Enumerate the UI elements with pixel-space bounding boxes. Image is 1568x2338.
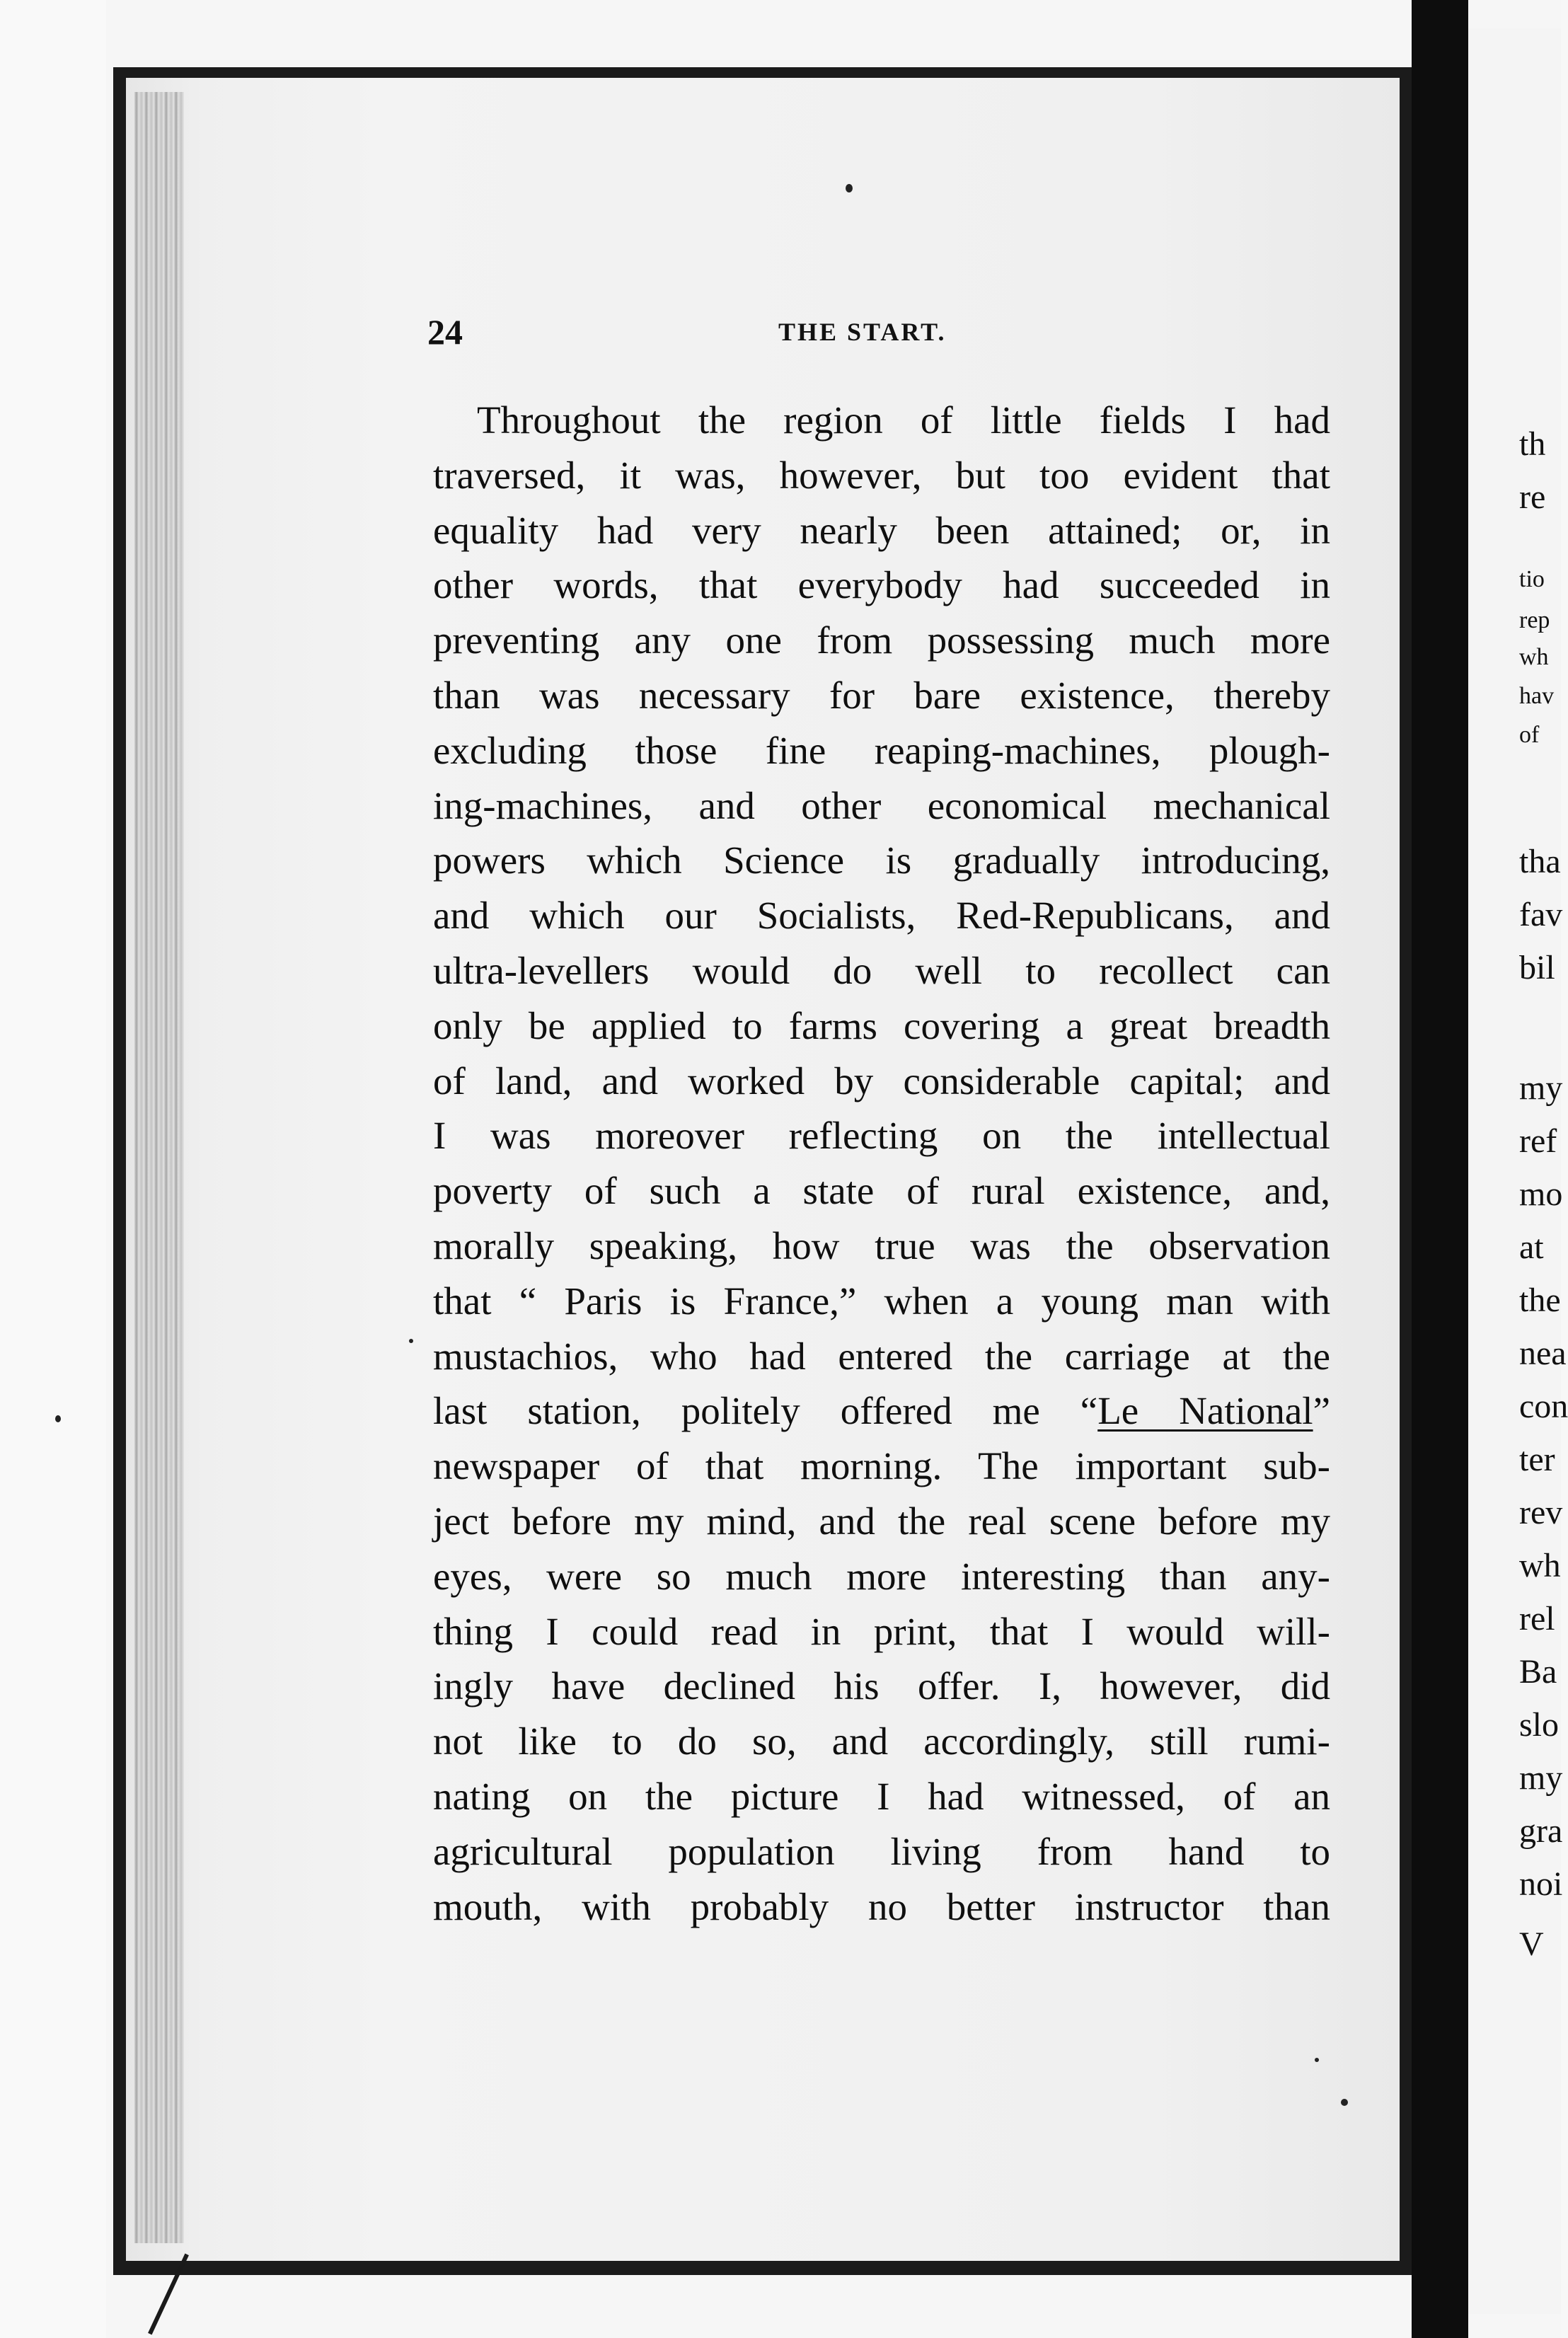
facing-page-text: nea (1519, 1335, 1567, 1372)
text-line: I was moreover reflecting on the intellectual (433, 1114, 1330, 1158)
text-line: nating on the picture I had witnessed, of an (433, 1774, 1330, 1818)
closing-quote: ” (1313, 1389, 1330, 1433)
text-line: excluding those fine reaping-machines, plough- (433, 728, 1330, 772)
text-line-with-title (433, 1383, 1330, 1439)
dust-speck (1341, 2099, 1348, 2106)
facing-page-text: re (1519, 478, 1546, 516)
running-title: THE START. (778, 318, 947, 346)
text-line: mustachios, who had entered the carriage at the (433, 1334, 1330, 1378)
text-line: ing-machines, and other economical mechanical (433, 783, 1330, 827)
text-line: powers which Science is gradually introducing, (433, 839, 1330, 882)
facing-page-text: slo (1519, 1706, 1560, 1744)
text-line: not like to do so, and accordingly, still rumi- (433, 1720, 1330, 1763)
text-line: of land, and worked by considerable capital; and (433, 1059, 1330, 1102)
text-line: mouth, with probably no better instructor than (433, 1884, 1330, 1928)
page-header (0, 311, 1561, 354)
facing-page-text: wh (1519, 1547, 1561, 1584)
facing-page-text: of (1519, 722, 1540, 748)
text-line: and which our Socialists, Red-Republicans, and (433, 894, 1330, 938)
text-line: ject before my mind, and the real scene before my (433, 1499, 1330, 1543)
facing-page-text: th (1519, 425, 1546, 463)
facing-page-text: bil (1519, 949, 1555, 986)
facing-page-text: tha (1519, 843, 1561, 880)
text-line: Throughout the region of little fields I had (477, 398, 1330, 442)
text-line: that “ Paris is France,” when a young man with (433, 1279, 1330, 1323)
facing-page-text: noi (1519, 1865, 1563, 1903)
text-line: only be applied to farms covering a great breadth (433, 1003, 1330, 1047)
text-line: eyes, were so much more interesting than any- (433, 1554, 1330, 1598)
facing-page-text: wh (1519, 644, 1549, 670)
facing-page-text: fav (1519, 896, 1563, 933)
facing-page-text: ter (1519, 1441, 1555, 1478)
page-number: 24 (427, 312, 463, 352)
dust-speck (409, 1339, 413, 1343)
facing-page-text: V (1519, 1925, 1544, 1963)
text-line: preventing any one from possessing much more (433, 618, 1330, 662)
text-line: thing I could read in print, that I would will- (433, 1609, 1330, 1653)
body-text (433, 393, 1330, 1934)
facing-page-text: rev (1519, 1494, 1563, 1531)
facing-page-text: tio (1519, 566, 1545, 592)
facing-page-text: hav (1519, 683, 1555, 709)
facing-page-text: gra (1519, 1812, 1563, 1850)
dust-speck (846, 184, 853, 192)
text-line: ingly have declined his offer. I, however, did (433, 1664, 1330, 1708)
dust-speck (1315, 2058, 1319, 2062)
facing-page-text: my (1519, 1759, 1563, 1797)
text-line: equality had very nearly been attained; or, in (433, 508, 1330, 552)
text-line: than was necessary for bare existence, thereby (433, 673, 1330, 717)
facing-page-text: my (1519, 1069, 1563, 1107)
text-line: other words, that everybody had succeeded in (433, 563, 1330, 607)
facing-page-text: the (1519, 1282, 1561, 1319)
text-line: poverty of such a state of rural existence, and, (433, 1169, 1330, 1213)
facing-page-text: at (1519, 1228, 1544, 1266)
facing-page-text: Ba (1519, 1653, 1557, 1691)
text-line: morally speaking, how true was the observation (433, 1223, 1330, 1267)
text-line: ultra-levellers would do well to recollect can (433, 948, 1330, 992)
page-gutter-edges (134, 92, 184, 2243)
facing-page-fragment (1468, 28, 1568, 2314)
text-line: traversed, it was, however, but too evident that (433, 453, 1330, 497)
facing-page-text: ref (1519, 1122, 1557, 1160)
text-line: agricultural population living from hand to (433, 1829, 1330, 1873)
text-line: newspaper of that morning. The important sub- (433, 1444, 1330, 1488)
underlined-newspaper-title: Le National (1097, 1389, 1313, 1433)
dust-speck (55, 1415, 61, 1422)
facing-page-text: con (1519, 1388, 1568, 1425)
facing-page-text: rep (1519, 607, 1550, 633)
facing-page-text: mo (1519, 1175, 1563, 1213)
text-line-start: last station, politely offered me “ (433, 1389, 1098, 1433)
facing-page-text: rel (1519, 1600, 1555, 1637)
